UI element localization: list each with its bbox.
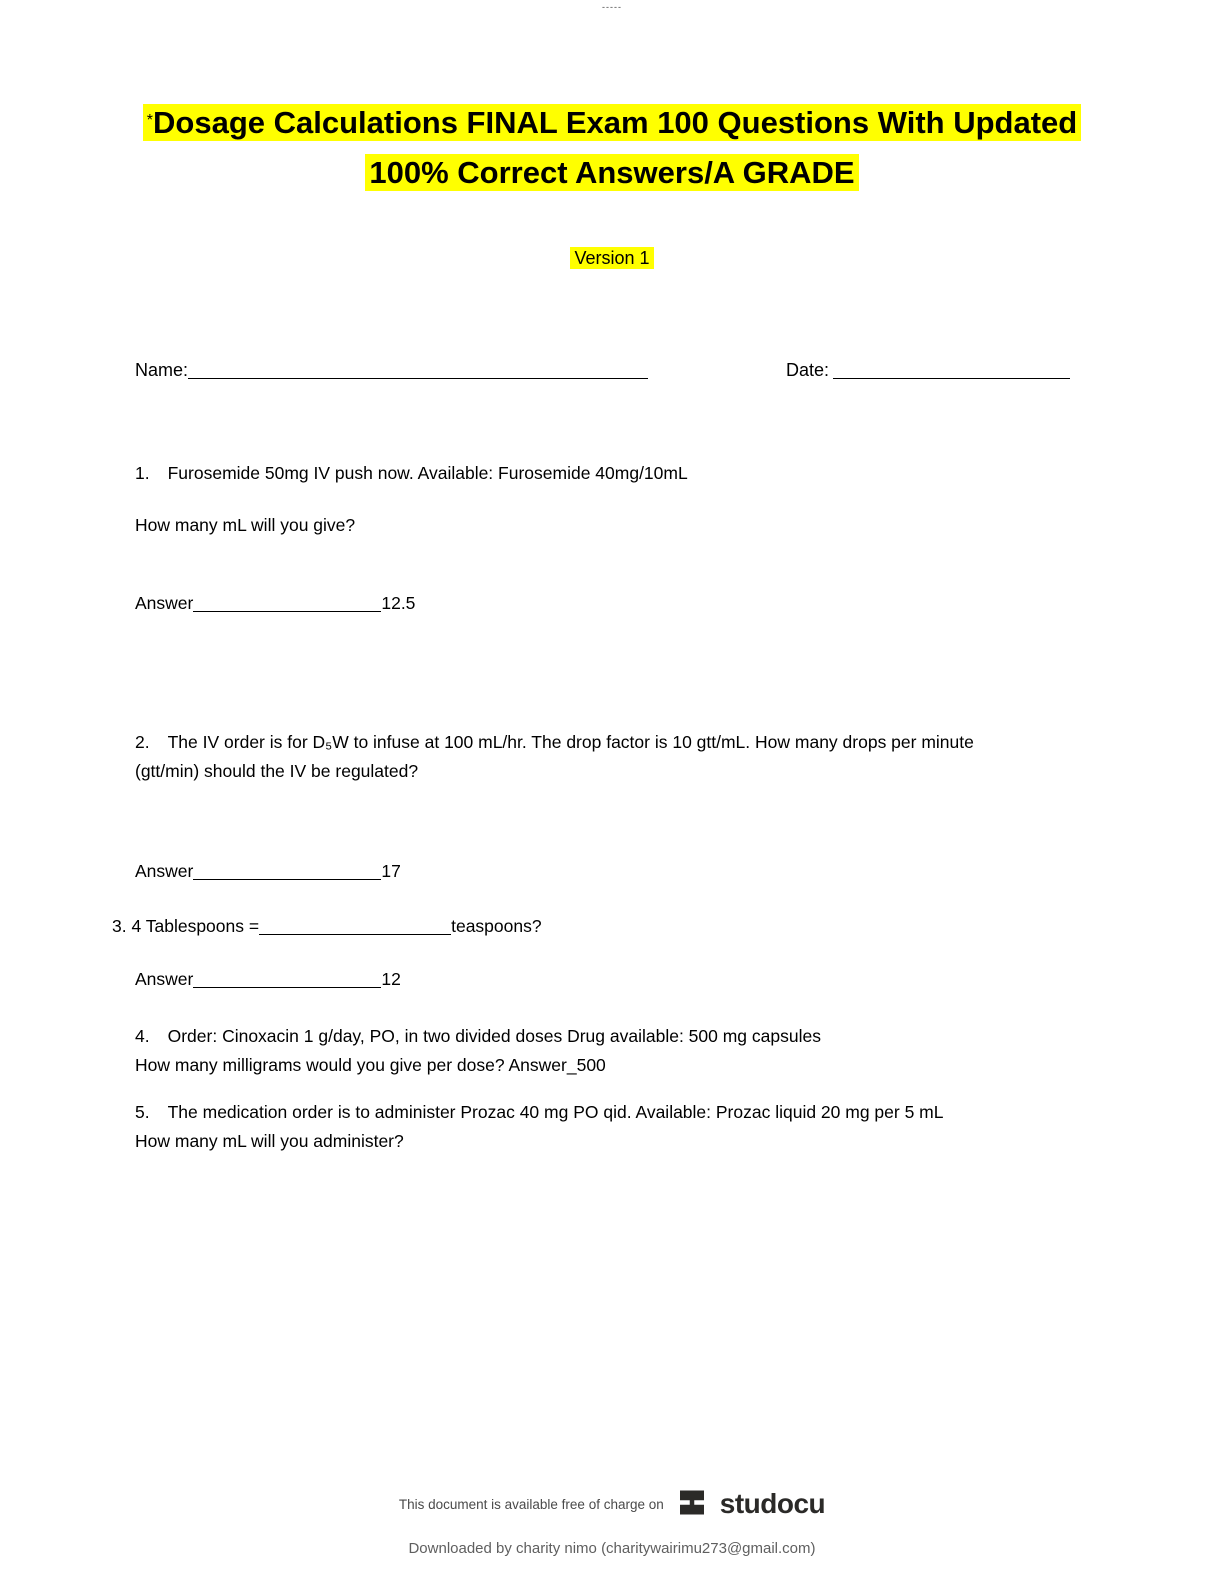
date-field-row [786,360,1070,381]
question-2 [135,728,1095,786]
question-1-answer-label: Answer [135,593,194,613]
question-1-text: Furosemide 50mg IV push now. Available: Furosemide 40mg/10mL [167,463,688,483]
title-line-2 [0,148,1224,198]
question-2-answer-blank [193,866,381,880]
page-top-mark: ----- [602,2,622,12]
question-1-answer-row [135,593,415,614]
question-1 [135,463,688,484]
question-1-prompt: How many mL will you give? [135,515,356,535]
question-3 [112,916,542,937]
question-3-answer-blank [193,974,381,988]
studocu-logo-icon [674,1486,710,1522]
question-5 [135,1098,1095,1156]
question-2-line-2: (gtt/min) should the IV be regulated? [135,761,419,781]
question-2-text-1: The IV order is for D₅W to infuse at 100 mL/hr. The drop factor is 10 gtt/mL. How many drops per minute [167,732,974,752]
question-2-line-1 [135,728,1095,757]
date-blank-line [833,365,1070,379]
question-5-line-1 [135,1098,1095,1127]
footer-downloaded-text: Downloaded by charity nimo (charitywairimu273@gmail.com) [408,1540,816,1557]
question-3-answer-label: Answer [135,969,194,989]
question-4-text-1: Order: Cinoxacin 1 g/day, PO, in two divided doses Drug available: 500 mg capsules [167,1026,821,1046]
studocu-wordmark: studocu [719,1488,826,1519]
title-line-1 [0,96,1224,148]
question-5-number: 5. [135,1102,150,1122]
name-field-row [135,360,648,381]
name-label: Name: [135,360,189,380]
question-4 [135,1022,1095,1080]
question-5-line-2: How many mL will you administer? [135,1131,404,1151]
question-2-answer-row [135,861,401,882]
title-asterisk: * [146,112,154,129]
question-1-number: 1. [135,463,150,483]
question-1-answer-blank [193,598,381,612]
question-2-answer-label: Answer [135,861,194,881]
question-3-blank [259,921,451,935]
question-1-answer-value: 12.5 [381,593,416,613]
title-text-2: 100% Correct Answers/A GRADE [365,154,858,191]
question-3-answer-value: 12 [381,969,401,989]
document-title [0,96,1224,198]
footer-brand-row [0,1486,1224,1522]
date-label: Date: [786,360,830,380]
version-row [0,248,1224,269]
question-2-answer-value: 17 [381,861,401,881]
question-5-text-1: The medication order is to administer Prozac 40 mg PO qid. Available: Prozac liquid 20 mg per 5 mL [167,1102,944,1122]
name-blank-line [188,365,648,379]
question-3-answer-row [135,969,401,990]
question-4-line-1 [135,1022,1095,1051]
question-3-prefix: 3. 4 Tablespoons = [112,916,260,936]
question-4-line-2: How many milligrams would you give per dose? Answer_500 [135,1055,606,1075]
version-label: Version 1 [570,247,653,269]
footer-availability-text: This document is available free of charge on [398,1496,664,1512]
question-4-number: 4. [135,1026,150,1046]
question-2-number: 2. [135,732,150,752]
question-3-suffix: teaspoons? [451,916,542,936]
title-text-1: Dosage Calculations FINAL Exam 100 Questions With Updated [153,105,1078,140]
